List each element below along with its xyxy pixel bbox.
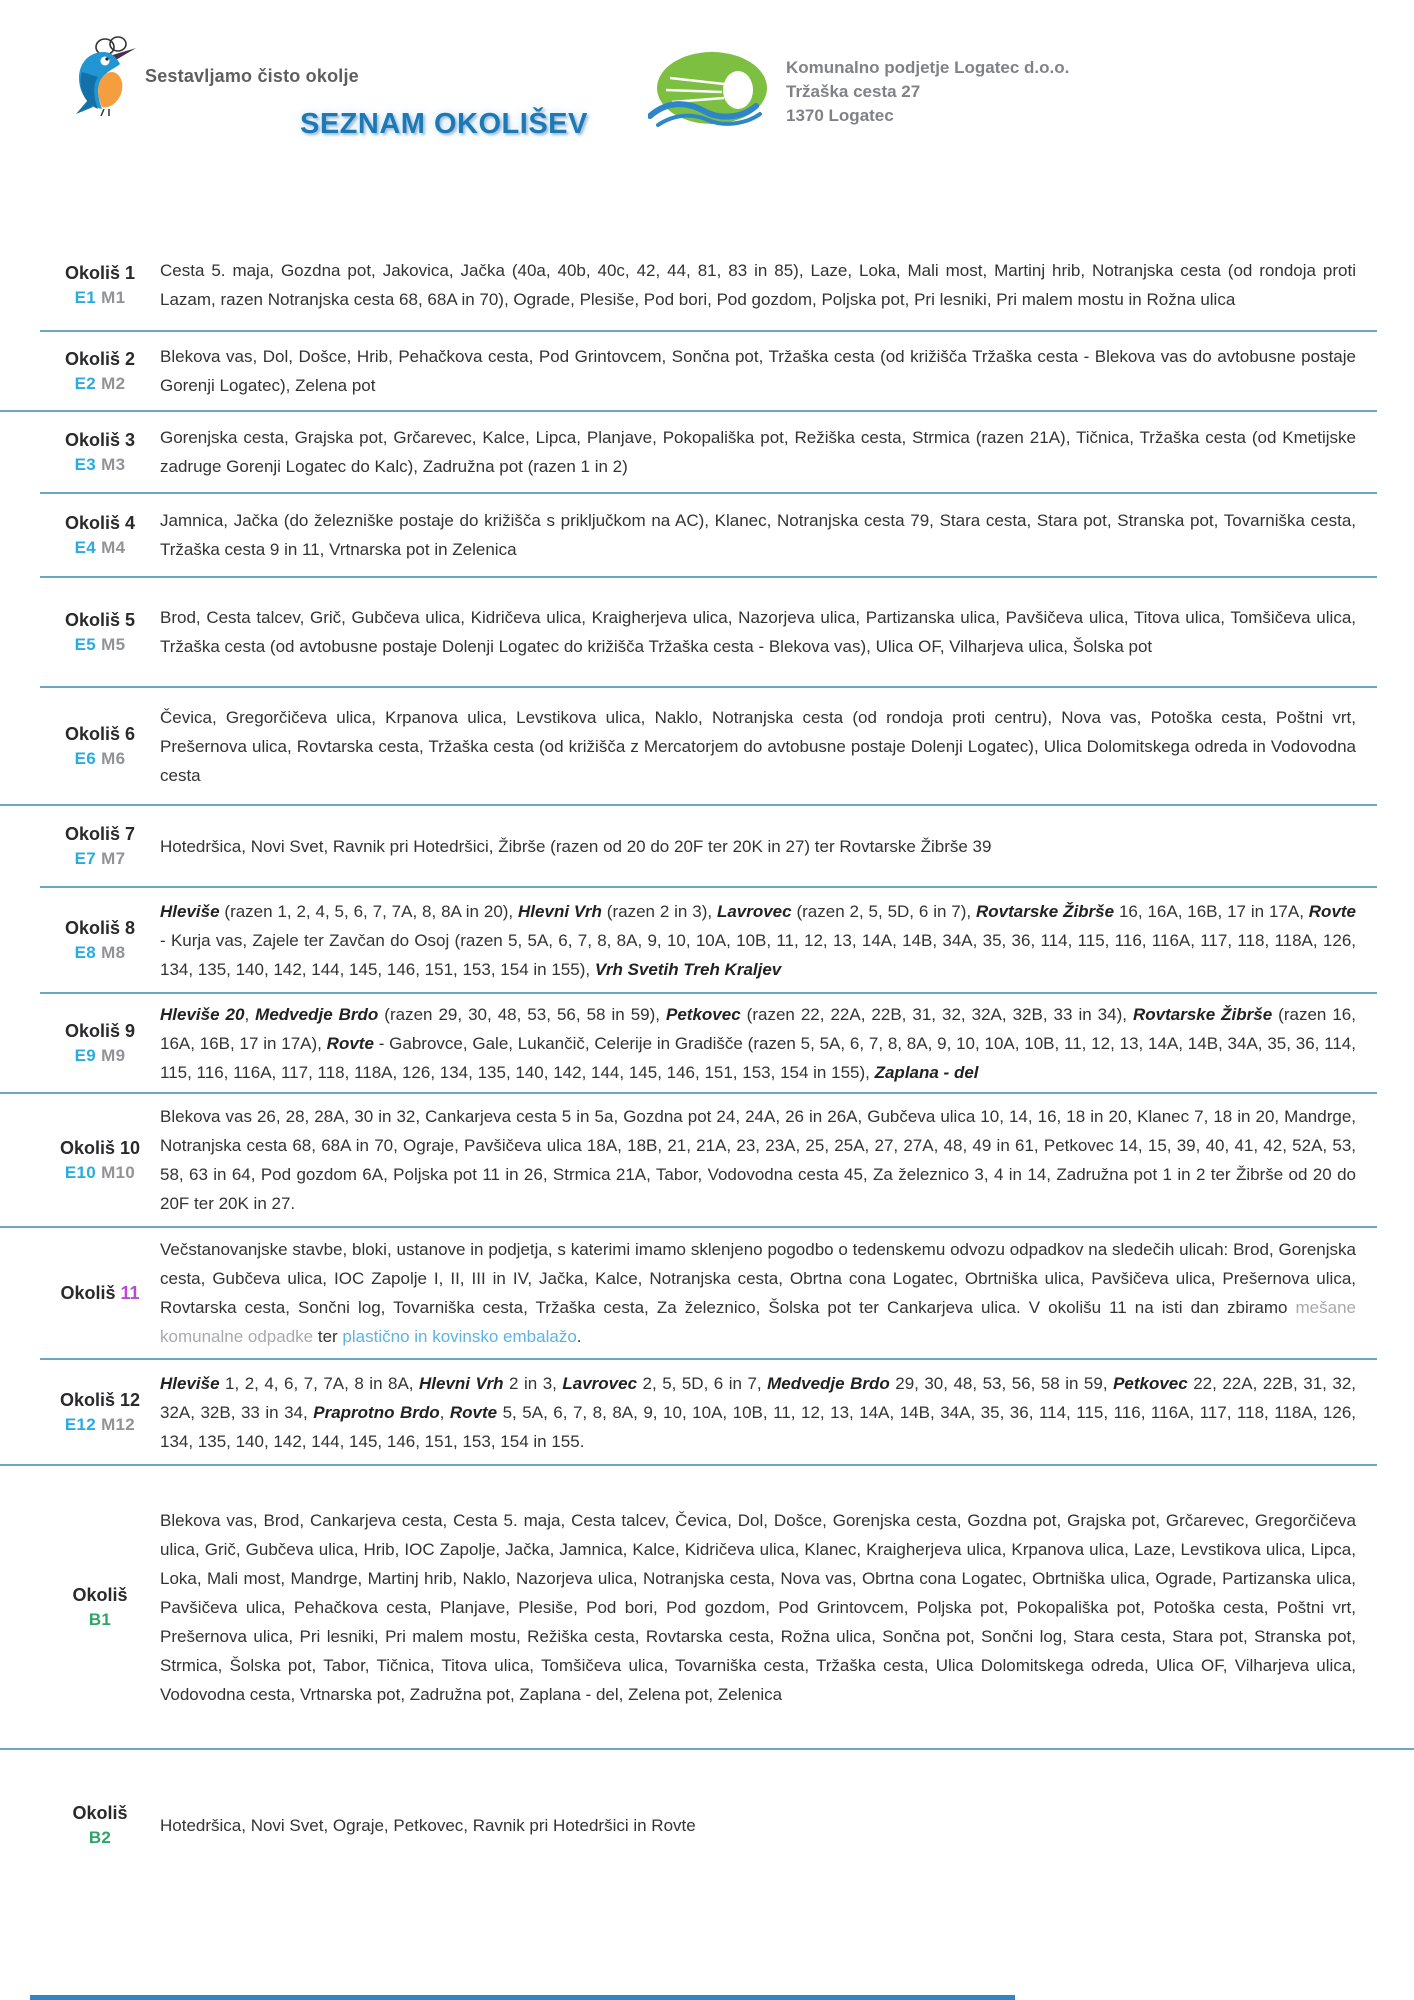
- district-label-11: [40, 1280, 160, 1306]
- district-streets-4: Jamnica, Jačka (do železniške postaje do križišča s priključkom na AC), Klanec, Notranjska cesta 79, Stara cesta, Stara pot, Stranska pot, Tovarniška cesta, Tržaška cesta 9 in 11, Vrtnarska pot in Zelenica: [160, 511, 1356, 559]
- district-row-6: [0, 688, 1414, 804]
- district-label-name: Okoliš 8: [64, 918, 136, 938]
- district-label-codes: E12 M12: [64, 1415, 136, 1434]
- district-label-name: Okoliš: [72, 1585, 128, 1605]
- district-label-10: [40, 1135, 160, 1185]
- district-streets-12: Hleviše 1, 2, 4, 6, 7, 7A, 8 in 8A, Hlevni Vrh 2 in 3, Lavrovec 2, 5, 5D, 6 in 7, Medvedje Brdo 29, 30, 48, 53, 56, 58 in 59, Petkovec 22, 22A, 22B, 31, 32, 32A, 32B, 33 in 34, Praprotno Brdo, Rovte 5, 5A, 6, 7, 8, 8A, 9, 10, 10A, 10B, 11, 12, 13, 14A, 14B, 34A, 35, 36, 114, 115, 116, 116A, 117, 118, 118A, 126, 134, 135, 140, 142, 144, 145, 146, 151, 153, 154 in 155.: [160, 1373, 1356, 1451]
- district-row-11: [0, 1228, 1414, 1358]
- district-streets-B2: Hotedršica, Novi Svet, Ograje, Petkovec, Ravnik pri Hotedršici in Rovte: [160, 1815, 696, 1835]
- district-streets-2: Blekova vas, Dol, Došce, Hrib, Pehačkova cesta, Pod Grintovcem, Sončna pot, Tržaška cesta (od križišča Tržaška cesta - Blekova vas do avtobusne postaje Gorenji Logatec), Zelena pot: [160, 347, 1356, 395]
- district-label-6: [40, 721, 160, 771]
- district-label-name: Okoliš 11: [60, 1283, 140, 1303]
- district-row-B1: [0, 1466, 1414, 1748]
- district-row-B2: [0, 1750, 1414, 1900]
- district-label-name: Okoliš 4: [64, 513, 136, 533]
- district-label-7: [40, 821, 160, 871]
- district-label-name: Okoliš 10: [59, 1138, 141, 1158]
- district-row-4: [0, 494, 1414, 576]
- district-label-9: [40, 1018, 160, 1068]
- district-row-1: [0, 240, 1414, 330]
- company-block: [648, 50, 1069, 130]
- district-label-codes: E1 M1: [74, 288, 126, 307]
- district-label-codes: E5 M5: [74, 635, 126, 654]
- kingfisher-logo-icon: [68, 34, 138, 116]
- district-label-2: [40, 346, 160, 396]
- district-label-5: [40, 607, 160, 657]
- district-label-name: Okoliš 6: [64, 724, 136, 744]
- district-streets-5: Brod, Cesta talcev, Grič, Gubčeva ulica, Kidričeva ulica, Kraigherjeva ulica, Nazorjeva ulica, Partizanska ulica, Pavšičeva ulica, Titova ulica, Tomšičeva ulica, Tržaška cesta (od avtobusne postaje Dolenji Logatec do križišča Tržaška cesta - Blekova vas), Ulica OF, Vilharjeva ulica, Šolska pot: [160, 608, 1356, 656]
- district-streets-7: Hotedršica, Novi Svet, Ravnik pri Hotedršici, Žibrše (razen od 20 do 20F ter 20K in 27) ter Rovtarske Žibrše 39: [160, 836, 992, 856]
- district-label-name: Okoliš 12: [59, 1390, 141, 1410]
- district-label-B1: [40, 1582, 160, 1632]
- district-label-12: [40, 1387, 160, 1437]
- company-street: Tržaška cesta 27: [786, 82, 921, 101]
- district-row-10: [0, 1094, 1414, 1226]
- district-label-codes: E3 M3: [74, 455, 126, 474]
- district-table: [0, 240, 1414, 1900]
- district-streets-1: Cesta 5. maja, Gozdna pot, Jakovica, Jačka (40a, 40b, 40c, 42, 44, 81, 83 in 85), Laze, Loka, Mali most, Martinj hrib, Notranjska cesta (od rondoja proti Lazam, razen Notranjska cesta 68, 68A in 70), Ograde, Plesiše, Pod bori, Pod gozdom, Poljska pot, Pri lesniki, Pri malem mostu in Rožna ulica: [160, 261, 1356, 309]
- district-label-codes: B2: [88, 1828, 112, 1847]
- district-label-name: Okoliš 2: [64, 349, 136, 369]
- company-address: [786, 50, 1069, 128]
- district-streets-10: Blekova vas 26, 28, 28A, 30 in 32, Cankarjeva cesta 5 in 5a, Gozdna pot 24, 24A, 26 in 26A, Gubčeva ulica 10, 14, 16, 18 in 20, Klanec 7, 18 in 20, Mandrge, Notranjska cesta 68, 68A in 70, Ograje, Pavšičeva ulica 18A, 18B, 21, 21A, 23, 23A, 25, 25A, 27, 27A, 48, 49 in 61, Petkovec 14, 15, 39, 40, 41, 42, 52A, 53, 58, 63 in 64, Pod gozdom 6A, Poljska pot 11 in 26, Strmica 21A, Tabor, Vodovodna cesta 45, Za železnico 3, 4 in 14, Zadružna pot 1 in 2 ter Žibrše od 20 do 20F ter 20K in 27.: [160, 1107, 1356, 1213]
- district-row-9: [0, 994, 1414, 1092]
- district-row-2: [0, 332, 1414, 410]
- district-row-12: [0, 1360, 1414, 1464]
- company-name: Komunalno podjetje Logatec d.o.o.: [786, 58, 1070, 77]
- district-label-codes: E9 M9: [74, 1046, 126, 1065]
- district-row-8: [0, 888, 1414, 992]
- district-label-codes: E8 M8: [74, 943, 126, 962]
- district-streets-6: Čevica, Gregorčičeva ulica, Krpanova ulica, Levstikova ulica, Naklo, Notranjska cesta (od rondoja proti centru), Nova vas, Potoška cesta, Poštni vrt, Prešernova ulica, Rovtarska cesta, Tržaška cesta (od križišča z Mercatorjem do avtobusne postaje Dolenji Logatec), Ulica Dolomitskega odreda in Vodovodna cesta: [160, 707, 1356, 785]
- company-logo-icon: [648, 50, 776, 130]
- district-streets-11: Večstanovanjske stavbe, bloki, ustanove in podjetja, s katerimi imamo sklenjeno pogodbo o tedenskemu odvozu odpadkov na sledečih ulicah: Brod, Gorenjska cesta, Gubčeva ulica, IOC Zapolje I, II, III in IV, Jačka, Kalce, Notranjska cesta, Obrtna cona Logatec, Obrtniška ulica, Pavšičeva ulica, Prešernova ulica, Rovtarska cesta, Sončni log, Tovarniška cesta, Tržaška cesta, Za železnico, Šolska pot ter Cankarjeva ulica. V okolišu 11 na isti dan zbiramo mešane komunalne odpadke ter plastično in kovinsko embalažo.: [160, 1240, 1356, 1346]
- district-label-codes: E10 M10: [64, 1163, 136, 1182]
- district-label-name: Okoliš 9: [64, 1021, 136, 1041]
- district-label-8: [40, 915, 160, 965]
- page-header: [0, 0, 1414, 240]
- district-row-7: [0, 806, 1414, 886]
- district-label-codes: E4 M4: [74, 538, 126, 557]
- district-label-codes: E6 M6: [74, 749, 126, 768]
- page-title: SEZNAM OKOLIŠEV: [300, 108, 588, 140]
- district-label-1: [40, 260, 160, 310]
- district-label-name: Okoliš 3: [64, 430, 136, 450]
- district-label-name: Okoliš 1: [64, 263, 136, 283]
- district-label-name: Okoliš 7: [64, 824, 136, 844]
- district-label-codes: E2 M2: [74, 374, 126, 393]
- bottom-page-rule: [30, 1995, 1015, 2000]
- district-label-name: Okoliš: [72, 1803, 128, 1823]
- district-label-4: [40, 510, 160, 560]
- district-label-name: Okoliš 5: [64, 610, 136, 630]
- district-label-codes: B1: [88, 1610, 112, 1629]
- district-streets-3: Gorenjska cesta, Grajska pot, Grčarevec, Kalce, Lipca, Planjave, Pokopališka pot, Režiška cesta, Strmica (razen 21A), Tičnica, Tržaška cesta (od Kmetijske zadruge Gorenji Logatec do Kalc), Zadružna pot (razen 1 in 2): [160, 428, 1356, 476]
- district-row-5: [0, 578, 1414, 686]
- district-streets-9: Hleviše 20, Medvedje Brdo (razen 29, 30, 48, 53, 56, 58 in 59), Petkovec (razen 22, 22A, 22B, 31, 32, 32A, 32B, 33 in 34), Rovtarske Žibrše (razen 16, 16A, 16B, 17 in 17A), Rovte - Gabrovce, Gale, Lukančič, Celerije in Gradišče (razen 5, 5A, 6, 7, 8, 8A, 9, 10, 10A, 10B, 11, 12, 13, 14A, 14B, 34A, 35, 36, 114, 115, 116, 116A, 117, 118, 118A, 126, 134, 135, 140, 142, 144, 145, 146, 151, 153, 154 in 155), Zaplana - del: [160, 1004, 1356, 1082]
- company-city: 1370 Logatec: [786, 106, 894, 125]
- district-label-3: [40, 427, 160, 477]
- district-label-codes: E7 M7: [74, 849, 126, 868]
- tagline: Sestavljamo čisto okolje: [145, 66, 359, 86]
- district-row-3: [0, 412, 1414, 492]
- district-streets-8: Hleviše (razen 1, 2, 4, 5, 6, 7, 7A, 8, 8A in 20), Hlevni Vrh (razen 2 in 3), Lavrovec (razen 2, 5, 5D, 6 in 7), Rovtarske Žibrše 16, 16A, 16B, 17 in 17A, Rovte - Kurja vas, Zajele ter Zavčan do Osoj (razen 5, 5A, 6, 7, 8, 8A, 9, 10, 10A, 10B, 11, 12, 13, 14A, 14B, 34A, 35, 36, 114, 115, 116, 116A, 117, 118, 118A, 126, 134, 135, 140, 142, 144, 145, 146, 151, 153, 154 in 155), Vrh Svetih Treh Kraljev: [160, 901, 1357, 979]
- district-label-B2: [40, 1800, 160, 1850]
- district-streets-B1: Blekova vas, Brod, Cankarjeva cesta, Cesta 5. maja, Cesta talcev, Čevica, Dol, Došce, Gorenjska cesta, Gozdna pot, Grajska pot, Grčarevec, Gregorčičeva ulica, Grič, Gubčeva ulica, Hrib, IOC Zapolje, Jačka, Jamnica, Kalce, Kidričeva ulica, Klanec, Kraigherjeva ulica, Krpanova ulica, Laze, Levstikova ulica, Lipca, Loka, Mali most, Mandrge, Martinj hrib, Naklo, Nazorjeva ulica, Notranjska cesta, Nova vas, Obrtna cona Logatec, Obrtniška ulica, Ograde, Partizanska ulica, Pavšičeva ulica, Pehačkova cesta, Planjave, Plesiše, Pod bori, Pod gozdom, Pod Grintovcem, Poljska pot, Pokopališka pot, Potoška cesta, Poštni vrt, Prešernova ulica, Pri lesniki, Pri malem mostu, Režiška cesta, Rovtarska cesta, Rožna ulica, Sončna pot, Sončni log, Stara cesta, Stara pot, Stranska pot, Strmica, Šolska pot, Tabor, Tičnica, Titova ulica, Tomšičeva ulica, Tovarniška cesta, Tržaška cesta, Ulica Dolomitskega odreda, Ulica OF, Vilharjeva ulica, Vodovodna cesta, Vrtnarska pot, Zadružna pot, Zaplana - del, Zelena pot, Zelenica: [160, 1510, 1356, 1704]
